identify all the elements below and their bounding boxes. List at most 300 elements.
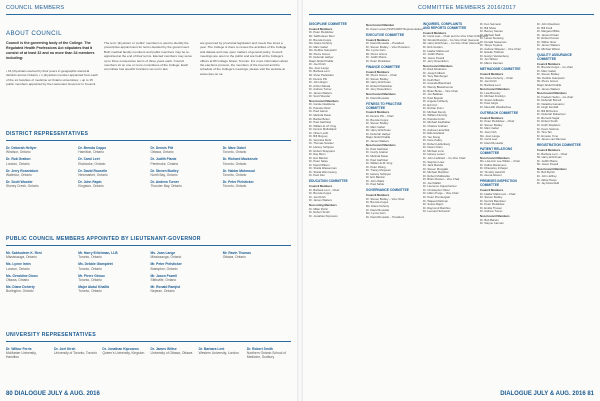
member-name: Dr. Joel Kirsh	[54, 347, 76, 351]
committee-member: Dr. Peter Prendergast	[423, 194, 451, 199]
committee-member: Dr. Ray Biron	[309, 152, 326, 157]
committee-member: Mr. Harry Erlichman – Co-Vice Chair (Genera)	[423, 41, 481, 46]
committee-member: Dr. Cecily Gratton	[366, 150, 389, 155]
committee-member: Major Abdul Khalifa	[366, 135, 391, 140]
committee-member: Dr. Keith Stapleton	[537, 122, 561, 127]
member-group-label: Non-voting Members	[309, 203, 337, 208]
committee-member: Dr. Kevin Swinton	[537, 126, 560, 131]
member-name: Dr. Wilbur Ferris	[6, 347, 32, 351]
member-entry	[6, 347, 50, 360]
about-intro-list: • 16 physicians elected by their peers in geographic electoral districts across Ontario; • 1 physician member appointed from each of the six faculties of medicine at Ontario universities; • up to 15 public members appointed by the Lieutenant Governor in Council.	[6, 69, 98, 87]
header-rule-right	[309, 14, 594, 15]
committee-member: Ms. Debbie Giampietri	[309, 48, 337, 53]
member-entry	[223, 157, 291, 165]
committee-member: Dr. Deborah Robertson	[537, 112, 566, 117]
member-name: Dr. Dennis Pitt	[150, 146, 174, 150]
committee-member: Dr. James Watters	[366, 138, 389, 143]
committee-member: Dr. Scott Wooder	[309, 94, 331, 99]
member-entry	[151, 347, 195, 360]
member-group-label: Council Members	[423, 30, 447, 35]
committee-member: Dr. James Watters	[537, 86, 560, 91]
committee-member: Dr. Joel Kirsh	[309, 62, 326, 67]
member-entry	[78, 146, 146, 154]
member-entry	[78, 157, 146, 165]
committee-member: Dr. Jerry Rosenblum	[366, 87, 392, 92]
committee-member: Dr. Lisa Bromley	[480, 90, 501, 95]
member-name: Dr. Judith Plante	[150, 157, 177, 162]
member-name: Ms. Debbie Giampietri	[78, 262, 113, 267]
committee-member: Dr. Barbara Lent – Chair	[309, 187, 340, 192]
committee-member: Dr. Pamela Chart	[309, 105, 331, 110]
committee-member: Dr. Natasha Gamazov	[537, 101, 565, 106]
member-name: Mr. Jason Powell	[150, 273, 178, 278]
committee-member: Dr. Peter Pielsticker	[366, 58, 391, 63]
committee-member: Dr. Robert Sheppard	[309, 148, 335, 153]
member-entry	[78, 262, 146, 270]
member-group-label: Non-Council Members	[480, 155, 510, 160]
committee-member: Dr. Harvey Schipper	[366, 171, 392, 176]
member-group-label: Non-Council Members	[480, 87, 510, 92]
committee-member: Dr. Judith Plante	[423, 52, 444, 57]
committee-heading: QUALITY ASSURANCE COMMITTEE	[537, 52, 572, 61]
committee-member: Dr. Barbar Bokor	[309, 116, 330, 121]
committee-member: Mr. Harry Erlichman	[366, 128, 391, 133]
committee-member: Dr. Jim Wilson	[480, 57, 498, 62]
committee-member: Dr. James Watters	[537, 43, 560, 48]
committee-member: Dr. Raul Abrahams	[423, 67, 447, 72]
committee-member: Dr. Christopher Oliver	[423, 187, 450, 192]
committee-member: Dr. Lionel Stooking	[480, 36, 504, 41]
committee-member: Dr. Harvey Lester	[423, 152, 445, 157]
committee-member: Dr. Carole Gladstone	[309, 102, 336, 107]
member-entry	[223, 146, 291, 154]
member-location: Kingston, Ontario	[78, 184, 104, 189]
committee-member: Dr. Marc Gabel	[480, 126, 499, 131]
public-members-grid	[6, 251, 291, 294]
folio-right: DIALOGUE JULY & AUG. 2016 81	[500, 391, 594, 397]
member-entry	[151, 169, 219, 177]
committee-member: Dr. Raymond Ranthus	[423, 205, 451, 210]
committee-member: Dr. Susan Gillespie	[480, 97, 504, 102]
committee-member: Ms. Diane Doherty	[309, 41, 333, 46]
member-location: Stoney Creek, Ontario	[6, 184, 39, 189]
committee-member: Dr. Peter Pielsticker	[309, 30, 334, 35]
about-council-title: ABOUT COUNCIL	[6, 30, 62, 37]
committee-heading: GOVERNANCE COMMITTEE	[366, 188, 409, 193]
member-location: Toronto, Ontario	[222, 161, 247, 166]
committee-member: Dr. Barbara Lent	[480, 82, 501, 87]
committee-member: Dr. Akbar Panju	[537, 177, 557, 182]
committee-member: Dr. Robert Hollenberg	[423, 141, 451, 146]
committee-member: Mr. Harry Erlichman	[366, 80, 391, 85]
member-group-label: Non-Council Members	[366, 92, 396, 97]
committee-member: Mr. Pierre Giroux	[366, 51, 388, 56]
committee-member: Dr. Charles Graham	[423, 124, 448, 129]
committee-member: Dr. Carol Leet – Chair and Co-Vice Chair (Inflament)	[423, 34, 488, 39]
committee-member: Mr. Ronald Ramjist – Co-Vice Chair (Genera)	[423, 37, 480, 42]
header-rule-left	[6, 14, 291, 15]
member-name: Dr. Marc Gabel	[222, 146, 246, 150]
member-location: Newmarket, Ontario	[78, 173, 108, 178]
committee-heading: METHADONE COMMITTEE	[480, 67, 521, 72]
committee-member: Dr. James Watters	[309, 198, 332, 203]
committee-member: Dr. Veronica Mohr	[309, 137, 332, 142]
committee-member: Dr. Brenda Copps	[366, 117, 389, 122]
committee-member: Dr. Bob Byrick	[537, 170, 555, 175]
member-name: Dr. Jonathan Kiproaros	[102, 347, 139, 351]
member-entry	[151, 274, 219, 282]
committee-member: Ms. Debbie Giampietri	[537, 75, 565, 80]
committee-member: Ms. Joan Lange	[309, 65, 329, 70]
committee-member: Dr. Haidar Mahmoud	[423, 48, 449, 53]
committee-member: Dr. Emilia Thoven	[480, 205, 503, 210]
member-entry	[223, 180, 291, 188]
committee-member: Dr. Thomas Stocker	[309, 141, 334, 146]
member-entry	[78, 274, 146, 282]
committee-member: Dr. Wendy Blassbrenner	[423, 85, 454, 90]
member-location: Burlington, Ontario	[6, 289, 34, 294]
member-entry	[247, 347, 291, 360]
member-location: Mississauga, Ontario	[6, 255, 37, 260]
member-name: Ms. Joan Lange	[150, 251, 176, 255]
right-page	[303, 0, 600, 401]
committee-member: Dr. Ed Cruz	[423, 102, 438, 107]
member-location: Queen's University, Kingston	[102, 351, 145, 356]
member-name: Dr. Andrew Turner	[150, 180, 179, 185]
member-group-label: Council Members	[537, 148, 561, 153]
member-group-label: Council Members	[537, 61, 561, 66]
committee-member: Dr. Keith Barr	[423, 77, 440, 82]
committee-heading: OUTREACH COMMITTEE	[480, 110, 519, 115]
committee-member: Dr. Joan Irish	[480, 130, 497, 135]
member-group-label: Non-Council Members	[480, 213, 510, 218]
committee-member: Dr. Deborah Hellyer	[366, 131, 391, 136]
committee-member: Dr. Pamela Fortin	[423, 116, 445, 121]
committee-heading: PREMISES INSPECTION COMMITTEE	[480, 179, 517, 188]
committee-member: Dr. Kathie Martenson	[480, 162, 507, 167]
committee-member: Dr. Bill Shaw	[480, 25, 496, 30]
committee-member: Dr. Jay Rosenfeld	[537, 181, 560, 186]
member-location: Western University, London	[198, 351, 239, 356]
committee-member: Dr. Rob Gratton	[423, 45, 443, 49]
member-location: London, Ontario	[6, 161, 30, 166]
committee-member: Dr. Bill McKenna	[537, 108, 558, 113]
committee-member: Dr. Andrew Turner	[309, 87, 332, 92]
member-location: Toronto, Ontario	[78, 278, 102, 283]
committee-member: Dr. Paul Garfinkel	[366, 157, 388, 162]
member-group-label: Council Members	[309, 184, 333, 189]
committee-member: Major Abdul Khalifa	[537, 82, 562, 87]
member-entry	[78, 285, 146, 293]
member-name: Ms. Diane Doherty	[6, 285, 35, 290]
committee-member: Dr. Meredith Weatherbee	[480, 104, 512, 109]
committee-member: Dr. Marco Zaccaro	[480, 61, 504, 66]
committee-member: Dr. Hugh Kendall	[537, 105, 559, 110]
member-entry	[78, 169, 146, 177]
committee-member: Dr. Steven Bodley	[537, 72, 560, 77]
committee-member: Dr. Sheila Wasserman	[309, 166, 337, 171]
member-entry	[223, 274, 291, 282]
committee-member: Dr. Eric Bardon	[366, 175, 385, 180]
member-name: Dr. Peter Pielsticker	[222, 180, 254, 185]
member-group-label: Non-Council Member	[366, 23, 395, 27]
member-group-label: Council Members	[366, 37, 390, 42]
committee-heading: EDUCATION COMMITTEE	[309, 179, 348, 184]
committee-member: Dr. Dennis Mulholland	[309, 127, 337, 132]
member-entry	[151, 285, 219, 293]
committee-member: Dr. Paul Jiler	[309, 173, 325, 178]
district-representatives-title: DISTRICT REPRESENTATIVES	[6, 131, 89, 137]
committee-member: Dr. David Rouselle	[480, 140, 504, 145]
committee-member: Dr. Bill Knoll	[537, 25, 553, 30]
committee-member: Dr. Joel Malfer	[423, 180, 442, 185]
committee-member: Mr. Pierre Giroux	[537, 79, 559, 84]
committee-heading: FINANCE COMMITTEE	[366, 64, 401, 69]
committee-member: Dr. Sheila Wan Hoeng	[309, 169, 337, 174]
member-location: Etobicoke, Ontario	[78, 161, 106, 166]
committee-member: Dr. Derrick Bannister	[480, 198, 506, 203]
committee-member: Dr. Andrew Turner	[480, 209, 503, 214]
committee-member: Dr. David Rouselle	[366, 207, 390, 212]
member-entry	[151, 146, 219, 154]
committee-member: Dr. Peter Pielsticker	[480, 202, 505, 207]
member-name: Mr. Harry Erlichman, LLB	[78, 251, 118, 255]
committee-member: Dr. Leonard Schwartz	[423, 209, 450, 214]
member-entry	[102, 347, 146, 360]
committee-member: Dr. Paul Garfinkel	[366, 146, 388, 151]
member-name: Dr. Steven Bodley	[150, 168, 179, 173]
committee-member: Dr. Michael Munkhar	[423, 170, 449, 175]
member-group-label: Council Members	[480, 71, 504, 76]
committee-member: Dr. Evelyn Vandenberg	[480, 53, 509, 58]
committee-member: Dr. Brenda Copps	[309, 37, 332, 42]
member-name: Ms. Lynne Irwin	[6, 262, 31, 267]
member-name: Mr. Peter Pielsticker	[150, 262, 182, 267]
member-location: Toronto, Ontario	[78, 266, 102, 271]
public-rule	[6, 245, 291, 246]
committee-member: Major Abdul Khalifa	[309, 58, 334, 63]
member-entry	[151, 180, 219, 188]
committee-heading: INQUIRIES, COMPLAINTS AND REPORTS COMMITTEE	[423, 22, 467, 30]
committee-member: Dr. Jonathan Kiproaros	[309, 213, 338, 218]
member-name: Dr. Robert Smith	[246, 347, 273, 351]
member-location: Ottawa, Ontario	[222, 255, 246, 260]
committee-member: Dr. Judith Plante	[537, 158, 558, 163]
committee-member: Dr. Jerry Rosenblum	[423, 59, 449, 64]
member-entry	[223, 262, 291, 270]
member-group-label: Council Members	[366, 110, 390, 115]
committee-member: Mr. Harry Erlichman	[537, 155, 562, 160]
committee-member: Dr. Bill Mcgoey	[309, 134, 328, 139]
committee-member: Ms. Lynne Irwin	[366, 48, 386, 53]
committee-member: Dr. Michael Dendy	[423, 109, 446, 114]
committee-member: Dr. Donald Sweaman	[480, 39, 507, 44]
committee-member: Dr. Paul Bojeski	[423, 95, 443, 100]
university-representatives-grid	[6, 347, 291, 360]
member-location: Toronto, Ontario	[78, 255, 102, 260]
member-name: Dr. Deborah Hellyer	[6, 146, 37, 150]
member-location: London, Ontario	[6, 266, 30, 271]
committee-heading: REGISTRATION COMMITTEE	[537, 143, 581, 148]
committee-member: Dr. Steven Mungallo	[423, 166, 449, 171]
committee-member: Dr. William Fleming	[423, 113, 448, 118]
about-column-2: The term 'physician' or 'public' members is used to identify the prescriptive appointment for terms decided by the government. Both medical faculty members and public members may be re-appointed at the end of their terms. Elected members may serve up to three consecutive terms of three years each. Council members sit on one or more committees of the College. Each committee has specific functions set out in law.	[104, 41, 193, 72]
committee-member: Dr. Jack Mandel	[423, 163, 444, 168]
member-group-label: Council Members	[366, 69, 390, 74]
committee-member: Dr. Deborah Burrell	[537, 98, 561, 103]
member-name: Mr. Ronald Ramjist	[150, 285, 181, 290]
committee-member: Mr. Jason Powell	[537, 162, 559, 167]
committee-member: Dr. Robert Mollisiarka	[423, 173, 450, 178]
committee-member: Dr. Barbara Lent	[309, 69, 330, 74]
committee-member: Dr. Deborah Hellyer	[309, 55, 334, 60]
committee-member: Dr. Asena Abanor	[480, 173, 502, 178]
committee-member: Dr. Brenda Copps – Co-chair	[537, 65, 573, 70]
committee-member: Dr. Steven Bodley	[366, 76, 389, 81]
university-rule	[6, 341, 291, 342]
committee-member: Dr. Harvey Schipper	[309, 144, 335, 149]
member-entry	[6, 285, 74, 293]
member-name: Mr. Ravin Thomas	[222, 251, 251, 255]
committee-member: Dr. Wayne Carman	[480, 221, 504, 226]
committee-member: Dr. John Watts	[366, 178, 385, 183]
member-location: University of Ottawa, Ottawa	[150, 351, 193, 356]
committee-member: Dr. Paul Girgis	[480, 101, 499, 106]
committee-member: Ms. Lisa Ann Lee Wilder – Chair	[480, 159, 520, 164]
committee-member: Mr. Sabhudeen Reni	[309, 34, 335, 38]
member-location: Ottawa, Ontario	[6, 278, 30, 283]
committee-column	[366, 23, 423, 219]
committee-member: Dr. Wajeed Rahman	[423, 198, 449, 203]
member-name: Dr. Brenda Copps	[78, 146, 107, 150]
member-name: Dr. Scott Wooder	[6, 180, 33, 185]
committee-heading: DISCIPLINE COMMITTEE	[309, 22, 347, 26]
committee-member: Dr. Jon Balaban	[423, 92, 443, 97]
committee-member: Dr. Tony Barnberger	[423, 74, 448, 79]
member-entry	[6, 180, 74, 188]
committee-member: Dr. Michael Stall	[480, 32, 501, 37]
committee-member: Dr. Dennis Pitt – Chair	[366, 113, 394, 118]
member-entry	[151, 262, 219, 270]
committee-member: Dr. John Rapin	[309, 80, 328, 85]
committee-member: Dr. James van Ramsen	[537, 137, 567, 142]
committee-member: Dr. Ken Seimann	[480, 22, 502, 26]
committee-member: Dr. Melinda Davie	[309, 113, 332, 118]
committee-member: Ms. Joan Lange	[480, 133, 500, 138]
committee-member: Dr. Judith Plante	[366, 55, 387, 60]
committee-member: Dr. Brenda Copps	[309, 191, 332, 196]
committee-member: Dr. Peter Rising	[366, 164, 386, 169]
committee-column	[309, 23, 355, 218]
committee-heading: EXECUTIVE COMMITTEE	[366, 32, 405, 37]
committee-member: Dr. Marc Gabel	[537, 68, 556, 73]
member-entry	[6, 262, 74, 270]
committee-member: Dr. Steven Bodley – Vice Chair	[366, 196, 405, 201]
committee-member: Dr. Brenda Copps	[366, 200, 389, 205]
member-location: Windsor, Ontario	[6, 150, 31, 155]
member-name: Dr. John Rapin	[78, 180, 102, 185]
member-group-label: Council Members	[480, 188, 504, 193]
committee-member: Mr. Pierre Giroux – Chair	[366, 73, 397, 78]
committee-member: Dr. Robert Smith	[537, 119, 558, 124]
university-representatives-title: UNIVERSITY REPRESENTATIVES	[6, 332, 96, 338]
member-entry	[6, 169, 74, 177]
committee-member: Dr. James Kirwan	[537, 32, 559, 37]
member-entry	[6, 146, 74, 154]
member-group-label: Council Members	[480, 115, 504, 120]
committee-member: Dr. Wilbur Ikner	[537, 39, 557, 44]
member-entry	[199, 347, 243, 360]
running-head-left: COUNCIL MEMBERS	[6, 5, 65, 11]
member-location: Brampton, Ontario	[150, 266, 178, 271]
member-location: Nepean, Ontario	[150, 289, 175, 294]
committee-member: Dr. John Jeffrey	[537, 173, 557, 178]
member-location: Waterloo, Ontario	[6, 173, 32, 178]
committee-member: Dr. Estelle Tinkham	[480, 50, 505, 55]
member-group-label: Non-Council Members	[537, 166, 567, 171]
member-location: Hamilton, Ontario	[78, 150, 104, 155]
committee-member: Ms. Diane Doherty – Chair	[480, 75, 513, 80]
committee-member: Mr. Peter Pielsticker	[309, 73, 334, 78]
committee-member: Dr. Irene Kelley	[423, 138, 443, 143]
committee-member: Dr. Michael Franklyn	[480, 94, 506, 99]
committee-member: Dr. James Watters	[309, 90, 332, 95]
committee-member: Dr. Joel Kirsh	[480, 79, 497, 84]
member-name: Dr. Rob Gratton	[6, 157, 31, 162]
committee-member: Dr. Peter Sales	[309, 159, 328, 164]
committee-member: Dr. Robert Smith	[309, 210, 330, 215]
member-name: Mr. Sabhudeen K. Reni	[6, 251, 42, 255]
member-name: Dr. Jerry Rosenblum	[6, 168, 39, 173]
committee-member: Dr. Ernesto Yune	[537, 133, 559, 138]
committee-member: Dr. Andrew Herschtal	[423, 127, 450, 132]
member-entry	[223, 285, 291, 293]
member-entry	[54, 347, 98, 360]
committee-member: Dr. Eric Bardon	[309, 155, 328, 160]
committee-member: Dr. John Davidson	[537, 22, 560, 26]
committee-member: Dr. Andrew Wheeler – Vice Chair	[480, 46, 521, 51]
committee-heading: PATIENT RELATIONS COMMITTEE	[480, 146, 513, 155]
member-group-label: Council Members	[366, 193, 390, 198]
member-entry	[78, 180, 146, 188]
about-intro-bold: Council is the governing body of the College. The Regulated Health Professions Act stipulates that it consist of at least 32 and no more than 34 members including:	[6, 41, 95, 61]
member-entry	[6, 251, 74, 259]
member-location: Mississauga, Ontario	[150, 255, 182, 260]
running-head-right: COMMITTEE MEMBERS 2016/2017	[418, 5, 516, 11]
member-group-label: Non-Council Members	[537, 91, 567, 96]
member-name: Mr. Pierre Giroux	[78, 273, 105, 278]
committee-member: Dr. Laurence Oppenheimer	[423, 184, 457, 189]
committee-column	[537, 23, 583, 186]
committee-member: Dr. Melinda Davie	[366, 153, 389, 158]
committee-member: Dr. Hilton Purge – Vice Chair	[423, 191, 459, 196]
committee-member: Dr. David Wilson	[309, 162, 330, 167]
member-name: Dr. Haidar Mahmoud	[222, 168, 255, 173]
left-page	[0, 0, 297, 401]
member-entry	[151, 251, 219, 259]
member-name: Dr. Barbara Lent	[198, 347, 225, 351]
committee-member: Dr. Carol Leet	[480, 137, 498, 142]
member-name: Ms. Geraldine Dixon	[6, 273, 38, 278]
committee-member: Dr. Oliver Levitt	[309, 130, 329, 135]
member-group-label: Non-Council Members	[309, 98, 339, 103]
committee-member: Dr. Steven Bodley – Vice President	[366, 44, 410, 49]
member-entry	[78, 251, 146, 259]
committee-column	[480, 23, 526, 226]
committee-member: Dr. Michael Lunn	[423, 148, 444, 153]
member-location: Toronto, Ontario	[78, 289, 102, 294]
member-location: Northern Ontario School of Medicine, Sudbury	[246, 351, 287, 360]
